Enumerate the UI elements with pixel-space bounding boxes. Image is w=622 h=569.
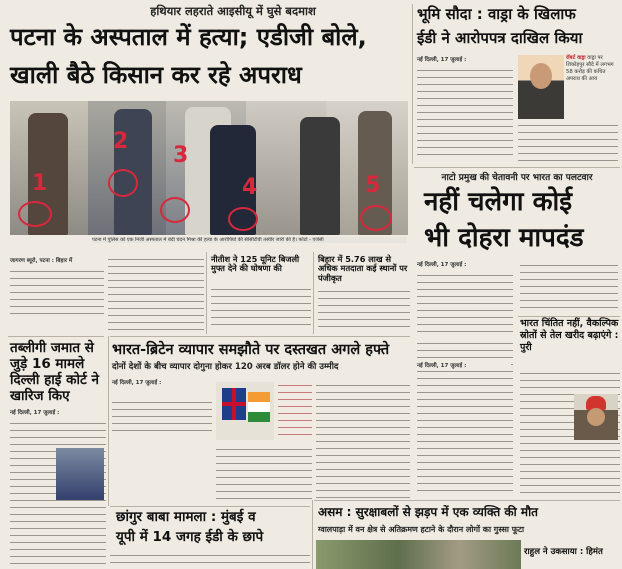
main-kicker: हथियार लहराते आइसीयू में घुसे बदमाश [150,4,316,18]
photo-number-3: 3 [173,143,189,168]
oil-headline: भारत चिंतित नहीं, वैकल्पिक स्रोतों से तेल खरीद बढ़ाएंगे : पुरी [520,318,619,353]
trade-body-col1 [112,399,212,435]
main-body-col1 [10,268,104,316]
nato-byline: नई दिल्ली, 17 जुलाई : [417,262,467,268]
nitish-body [211,286,311,328]
puri-photo [574,394,618,440]
trade-subhead: दोनों देशों के बीच व्यापार दोगुना होकर 120 अरब डॉलर होने की उम्मीद [112,362,339,372]
vadra-caption-text: वाड्रा पर शिकोहपुर सौदे में लगभग 58 करोड़ की कथित अपराध की आय [566,55,614,82]
india-flag-icon [248,392,270,422]
flags-photo [216,382,274,440]
chhangur-side-body [212,506,308,520]
court-photo [56,448,104,500]
chhangur-body [110,552,310,568]
main-headline-line2: खाली बैठे किसान कर रहे अपराध [10,61,302,89]
tablighi-byline: नई दिल्ली, 17 जुलाई : [10,410,60,416]
nato-body-col1 [417,272,513,334]
nato-headline-line1: नहीं चलेगा कोई [424,187,573,217]
land-body-col2 [518,122,618,162]
land-headline-line2: ईडी ने आरोपपत्र दाखिल किया [417,29,583,47]
main-body-col2 [108,256,204,330]
highlight-circle [108,169,138,197]
highlight-circle [18,201,52,227]
vadra-caption [566,55,618,83]
assam-headline: असम : सुरक्षाबलों से झड़प में एक व्यक्ति की मौत [318,505,539,519]
photo-number-1: 1 [32,171,48,196]
highlight-circle [228,207,258,231]
assam-photo [316,540,521,569]
highlight-circle [360,205,392,231]
photo-number-5: 5 [365,173,381,198]
land-body-col1 [417,67,513,161]
nato-kicker: नाटो प्रमुख की चेतावनी पर भारत का पलटवार [441,173,593,183]
chhangur-headline-line2: यूपी में 14 जगह ईडी के छापे [116,529,264,545]
oil-byline: नई दिल्ली, 17 जुलाई : [417,363,511,370]
photo-number-2: 2 [113,129,129,154]
uk-flag-icon [222,388,246,420]
highlight-circle [160,197,190,223]
chhangur-headline-line1: छांगुर बाबा मामला : मुंबई व [116,509,256,525]
nato-headline-line2: भी दोहरा मापदंड [424,223,584,253]
tablighi-headline: तब्लीगी जमात से जुड़े 16 मामले दिल्ली हाई कोर्ट ने खारिज किए [10,340,99,404]
main-byline: जागरण ब्यूरो, पटना : बिहार में [10,258,73,264]
assam-subhead: ग्वालपाड़ा में वन क्षेत्र से अतिक्रमण हटाने के दौरान लोगों का गुस्सा फूटा [318,525,525,534]
photo-caption: पटना में पुलिस को एक निजी अस्पताल में बंदी चंदन मिश्रा की हत्या के आरोपियों की सीसीटीवी तस्वीर जारी की है। फोटो - एजेंसी [92,237,407,243]
trade-pullquote [278,382,312,438]
bihar-voters-body [318,288,410,328]
nato-body-col2 [520,262,618,314]
photo-number-4: 4 [242,175,258,200]
cctv-photo [10,101,408,235]
trade-body-col3 [316,382,410,504]
trade-headline: भारत-ब्रिटेन व्यापार समझौते पर दस्तखत अगले हफ्ते [112,342,390,358]
bottom-right-headline: राहुल ने उकसाया : हिमंत [524,547,603,557]
bihar-voters-headline: बिहार में 5.76 लाख से अधिक मतदाता कई स्थानों पर पंजीकृत [318,254,408,283]
main-headline-line1: पटना के अस्पताल में हत्या; एडीजी बोले, [10,23,367,51]
nitish-headline: नीतीश ने 125 यूनिट बिजली मुफ्त देने की घोषणा की [211,254,300,274]
trade-body-col2 [216,446,312,504]
trade-byline: नई दिल्ली, 17 जुलाई : [112,380,162,386]
vadra-caption-name: रॉबर्ट वाड्रा [566,55,586,61]
land-headline-line1: भूमि सौदा : वाड्रा के खिलाफ [417,5,576,23]
vadra-photo [518,55,564,119]
land-byline: नई दिल्ली, 17 जुलाई : [417,57,467,63]
